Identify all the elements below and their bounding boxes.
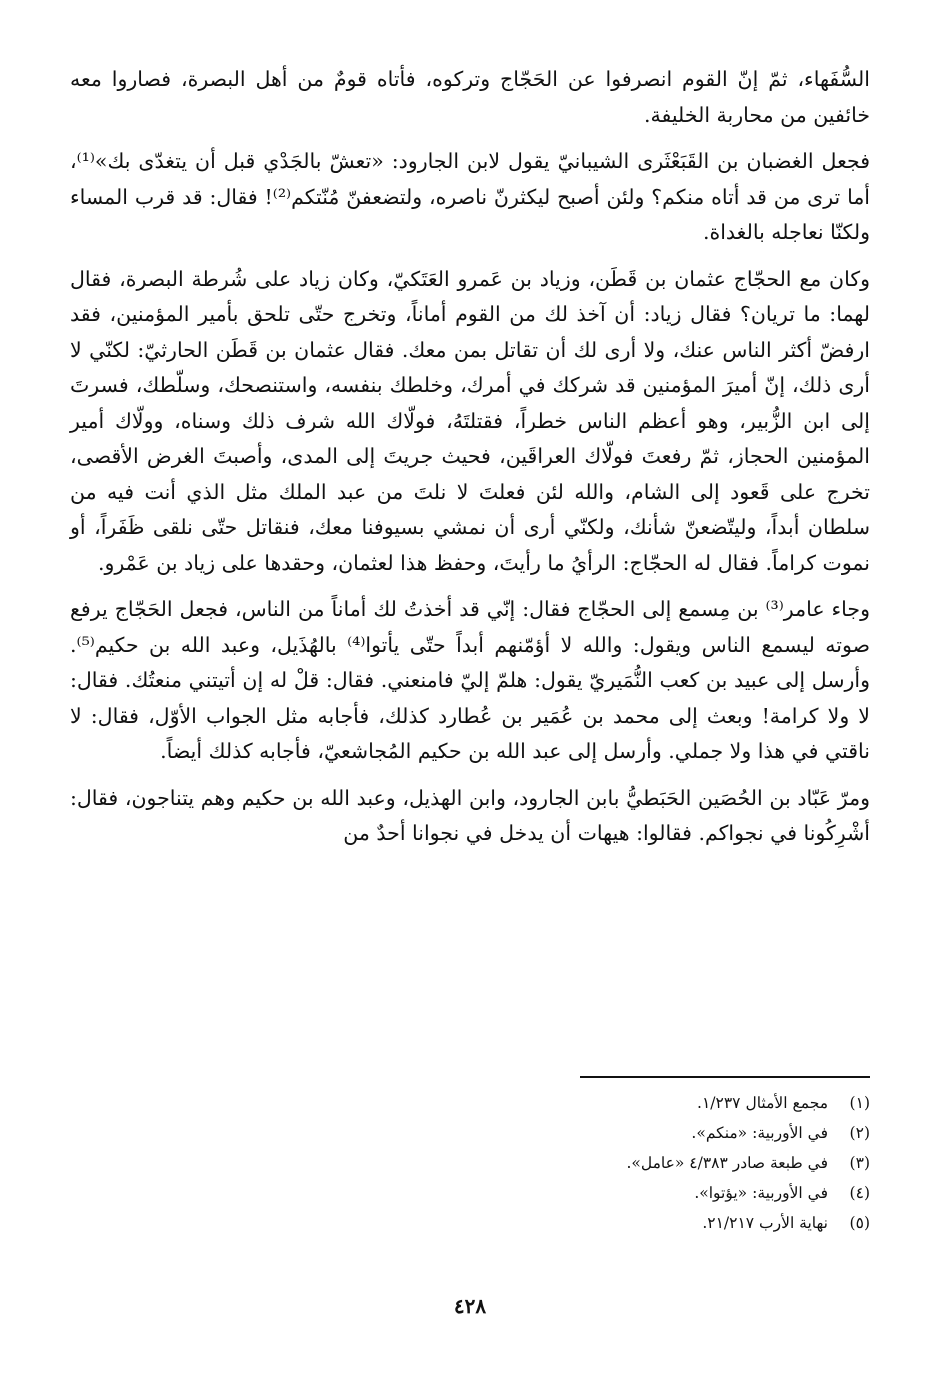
footnote-2 [70, 1118, 870, 1148]
footnote-number: (١) [849, 1094, 870, 1112]
footnote-5 [70, 1208, 870, 1238]
footnote-text: نهاية الأرب ٢١/٢١٧. [702, 1214, 828, 1232]
paragraph-4: وجاء عامر⁽³⁾ بن مِسمع إلى الحجّاج فقال: إنّي قد أخذتُ لك أماناً من الناس، فجعل الحَجّاج يرفع صوته ليسمع الناس ويقول: والله لا أؤمّنهم أبداً حتّى يأتوا⁽⁴⁾ بالهُذَيل، وعبد الله بن حكيم⁽⁵⁾. وأرسل إلى عبيد بن كعب النُّمَيريّ يقول: هلمّ إليّ فامنعني. فقال: قلْ له إن أتيتني منعتُك. فقال: لا ولا كرامة! وبعث إلى محمد بن عُمَير بن عُطارد كذلك، فأجابه مثل الجواب الأوّل، فقال: لا ناقتي في هذا ولا جملي. وأرسل إلى عبد الله بن حكيم المُجاشعيّ، فأجابه كذلك أيضاً. [70, 597, 870, 763]
page-number: ٤٢٨ [453, 1294, 487, 1318]
paragraph-1: السُّفَهاء، ثمّ إنّ القوم انصرفوا عن الحَجّاج وتركوه، فأتاه قومٌ من أهل البصرة، فصاروا معه خائفين من محاربة الخليفة. [70, 67, 870, 127]
footnote-text: مجمع الأمثال ١/٢٣٧. [697, 1094, 828, 1112]
footnotes [70, 1088, 870, 1238]
footnote-number: (٢) [849, 1124, 870, 1142]
footnote-number: (٣) [849, 1154, 870, 1172]
footnote-text: في الأوربية: «يؤتوا». [694, 1184, 828, 1202]
footnote-text: في الأوربية: «منكم». [691, 1124, 828, 1142]
footnote-number: (٤) [849, 1184, 870, 1202]
footnote-text: في طبعة صادر ٤/٣٨٣ «عامل». [626, 1154, 828, 1172]
footnote-separator [580, 1076, 870, 1078]
paragraph-5: ومرّ عَبّاد بن الحُصَين الحَبَطيُّ بابن الجارود، وابن الهذيل، وعبد الله بن حكيم وهم يتناجون، فقال: أشْرِكُونا في نجواكم. فقالوا: هيهات أن يدخل في نجوانا أحدٌ من [70, 785, 870, 845]
footnote-3 [70, 1148, 870, 1178]
footnote-4 [70, 1178, 870, 1208]
book-page [70, 62, 870, 1362]
footnote-1 [70, 1088, 870, 1118]
main-text [70, 62, 870, 852]
paragraph-2: فجعل الغضبان بن القَبَعْثَرى الشيبانيّ يقول لابن الجارود: «تعشّ بالجَدْي قبل أن يتغدّى بك»⁽¹⁾، أما ترى من قد أتاه منكم؟ ولئن أصبح ليكثرنّ ناصره، ولتضعفنّ مُنّتكم⁽²⁾! فقال: قد قرب المساء ولكنّا نعاجله بالغداة. [70, 149, 870, 244]
footnote-number: (٥) [849, 1214, 870, 1232]
paragraph-3: وكان مع الحجّاج عثمان بن قَطَن، وزياد بن عَمرو العَتَكيّ، وكان زياد على شُرطة البصرة، فقال لهما: ما تريان؟ فقال زياد: أن آخذ لك من القوم أماناً، وتخرج حتّى تلحق بأمير المؤمنين، فقد ارفضّ أكثر الناس عنك، ولا أرى لك أن تقاتل بمن معك. فقال عثمان بن قَطَن الحارثيّ: لكنّي لا أرى ذلك، إنّ أميرَ المؤمنين قد شركك في أمرك، وخلطك بنفسه، واستنصحك، وسلّطك، فسرتَ إلى ابن الزُّبير، وهو أعظم الناس خطراً، فقتلتَهُ، فولّاك الله شرف ذلك وسناه، وولّاك أمير المؤمنين الحجاز، ثمّ رفعتَ فولّاك العراقَين، فحيث جريتَ إلى المدى، وأصبتَ الغرض الأقصى، تخرج على قَعود إلى الشام، والله لئن فعلتَ لا نلتَ من عبد الملك مثل الذي أنت فيه من سلطان أبداً، وليتّضعنّ شأنك، ولكنّي أرى أن نمشي بسيوفنا معك، فنقاتل حتّى نلقى ظَفَراً، أو نموت كراماً. فقال له الحجّاج: الرأيُ ما رأيتَ، وحفظ هذا لعثمان، وحقدها على زياد بن عَمْرو. [70, 266, 870, 575]
